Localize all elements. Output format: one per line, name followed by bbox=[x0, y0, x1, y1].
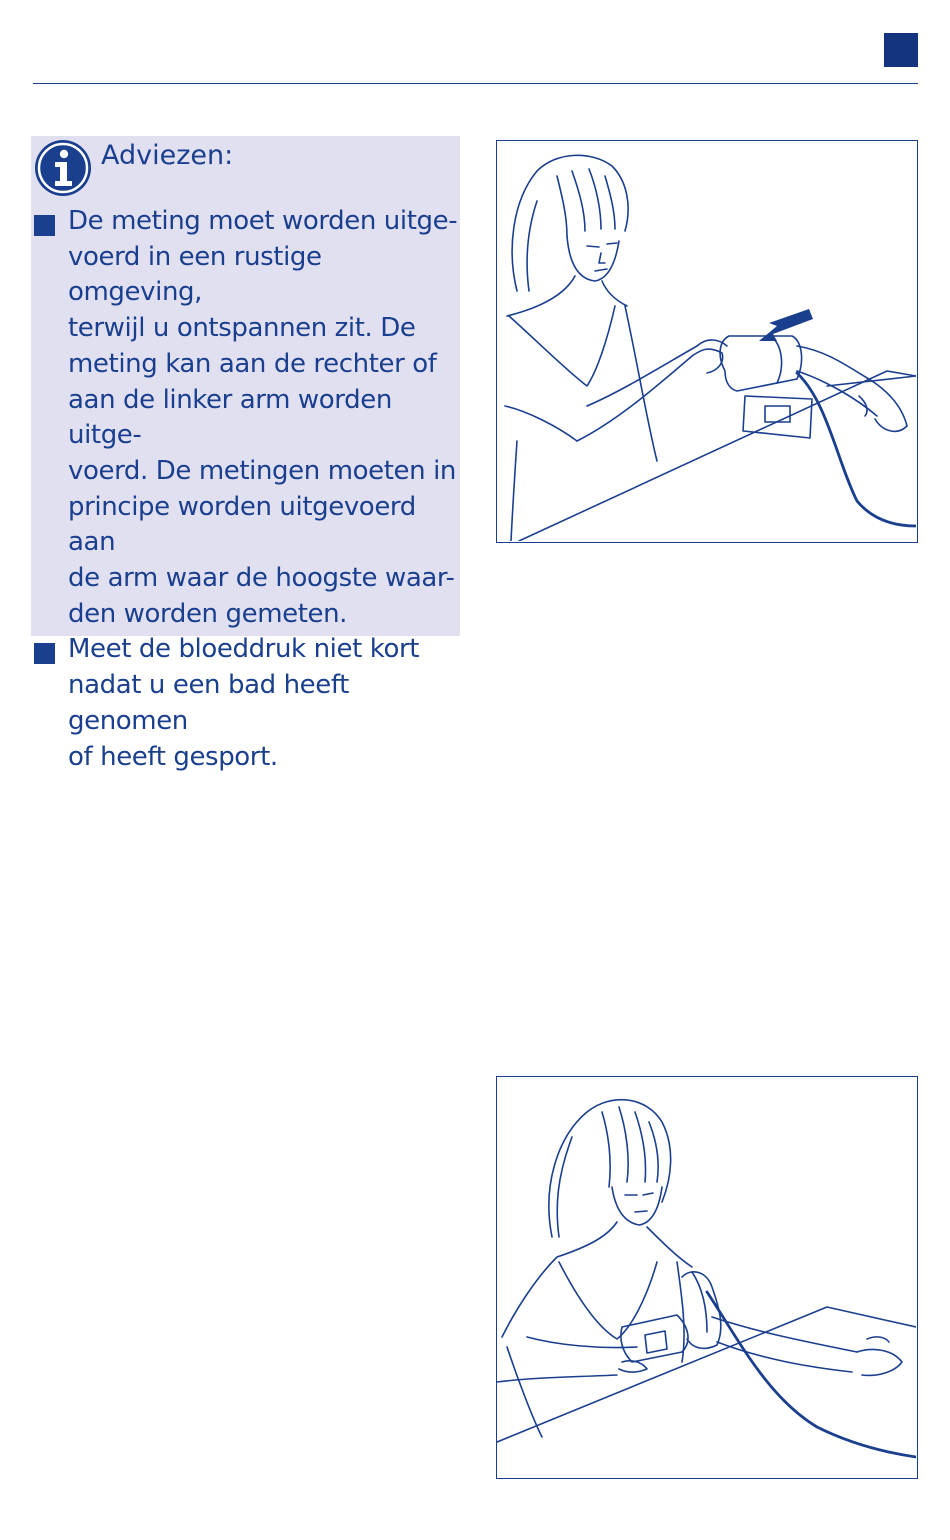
advice-item bbox=[31, 204, 460, 632]
bullet-square bbox=[34, 215, 55, 236]
info-icon bbox=[33, 138, 93, 198]
advice-item-text: De meting moet worden uitge- voerd in een rustige omgeving, terwijl u ontspannen zit. De meting kan aan de rechter of aan de linker arm worden uitge- voerd. De metingen moeten in principe worden uitgevoerd aan de arm waar de hoogste waar- den worden gemeten. bbox=[68, 206, 458, 629]
page-marker-square bbox=[884, 33, 918, 67]
illustration-cuff-application bbox=[496, 140, 918, 543]
bullet-square bbox=[34, 643, 55, 664]
advice-title: Adviezen: bbox=[101, 140, 234, 171]
advice-box bbox=[31, 136, 460, 772]
illustration-seated-measurement bbox=[496, 1076, 918, 1479]
advice-list bbox=[31, 204, 460, 775]
advice-item bbox=[31, 632, 460, 775]
header-rule bbox=[33, 83, 918, 84]
advice-item-text: Meet de bloeddruk niet kort nadat u een bad heeft genomen of heeft gesport. bbox=[68, 634, 420, 772]
